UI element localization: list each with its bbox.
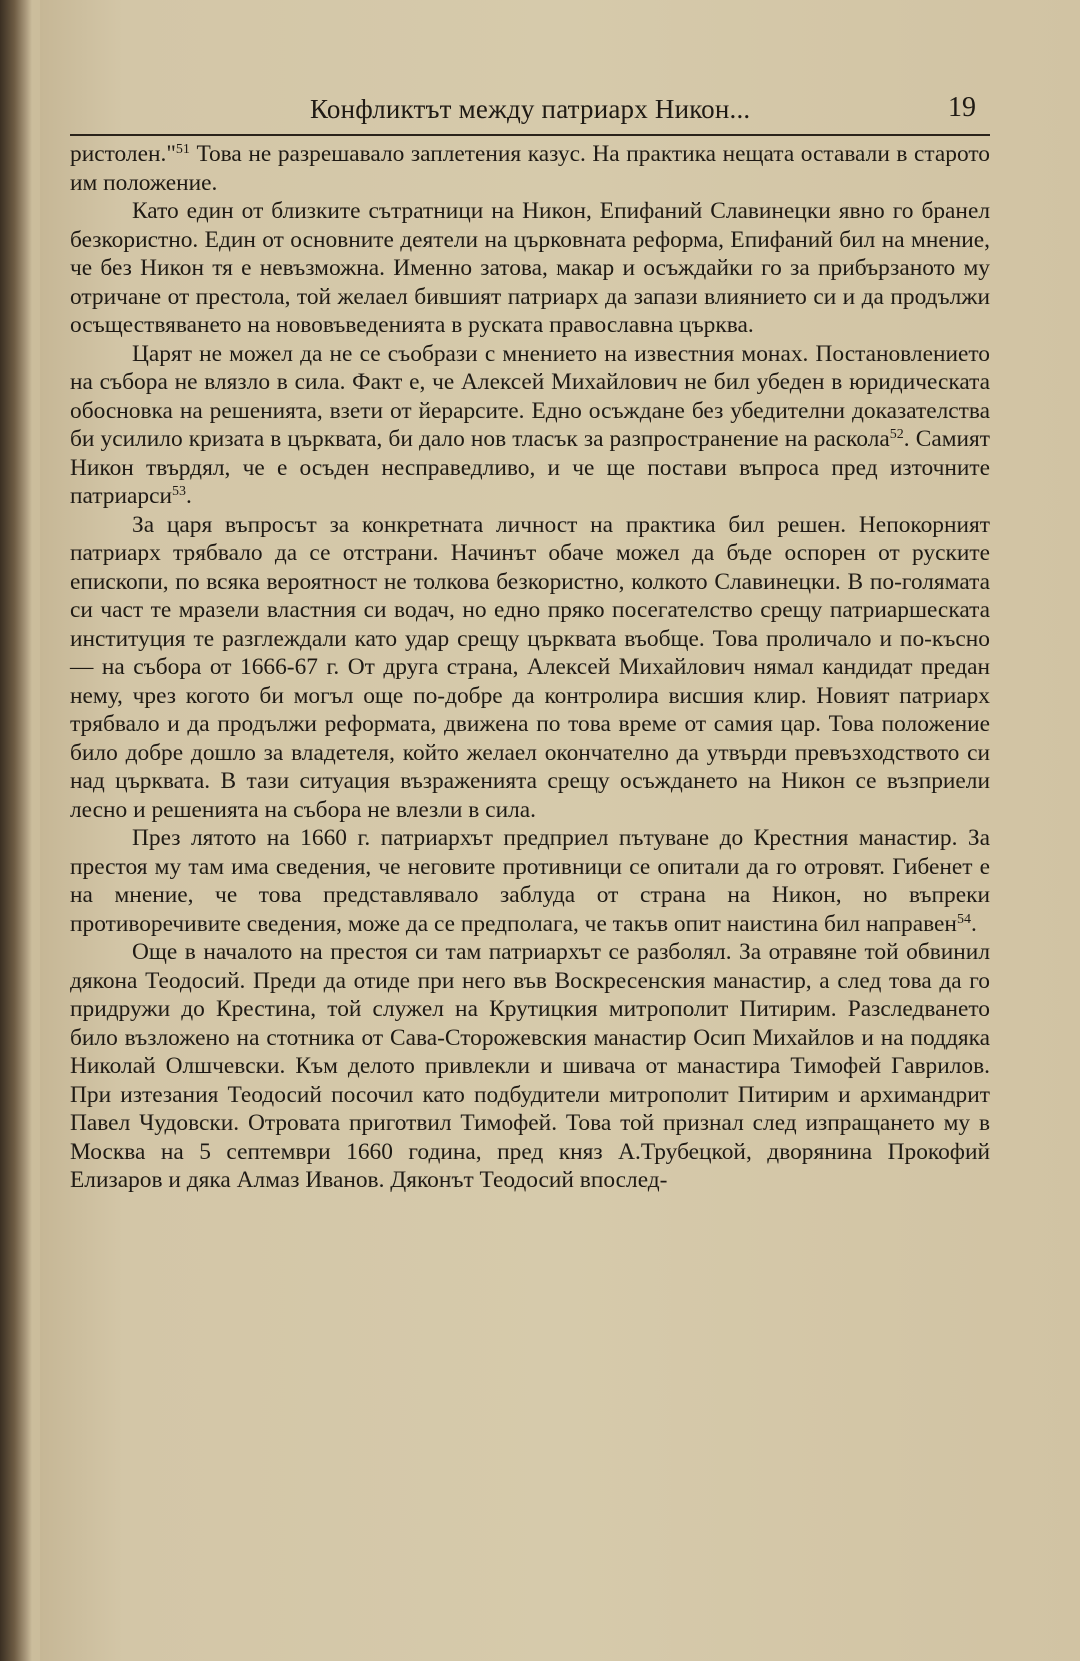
paragraph xyxy=(70,938,990,1195)
text-run: . Самият Никон твърдял, че е осъден несправедливо, и че ще постави въпроса пред източните патриарси xyxy=(70,426,990,509)
page-number: 19 xyxy=(948,92,976,123)
paragraph xyxy=(70,824,990,938)
paragraph xyxy=(70,511,990,825)
paragraph xyxy=(70,197,990,340)
text-run: За царя въпросът за конкретната личност на практика бил решен. Непокорният патриарх трябвало да се отстрани. Начинът обаче можел да бъде оспорен от руските епископи, по всяка вероятност не толкова безкористно, колкото Славинецки. В по-голямата си част те мразели властния си водач, но едно пряко посегателство срещу патриаршеската институция те разглеждали като удар срещу църквата въобще. Това проличало и по-късно — на събора от 1666-67 г. От друга страна, Алексей Михайлович нямал кандидат предан нему, чрез когото би могъл още по-добре да контролира висшия клир. Новият патриарх трябвало и да продължи реформата, движена по това време от самия цар. Това положение било добре дошло за владетеля, който желаел окончателно да утвърди превъзходството си над църквата. В тази ситуация възраженията срещу осъждането на Никон се възприели лесно и решенията на събора не влезли в сила. xyxy=(70,511,990,823)
text-run: Това не разрешавало заплетения казус. На практика нещата оставали в старото им положение. xyxy=(70,141,990,196)
footnote-ref: 52 xyxy=(889,427,904,442)
book-spine-shadow xyxy=(0,0,32,1661)
footnote-ref: 51 xyxy=(175,142,190,157)
paragraph xyxy=(70,340,990,511)
footnote-ref: 54 xyxy=(956,911,971,927)
text-run: ристолен." xyxy=(70,141,176,167)
running-title: Конфликтът между патриарх Никон... xyxy=(310,94,751,124)
text-run: През лятото на 1660 г. патриархът предприел пътуване до Крестния манастир. За престоя му там има сведения, че неговите противници се опитали да го отровят. Гибенет е на мнение, че това представлявало заблуда от страна на Никон, но въпреки противоречивите сведения, може да се предполага, че такъв опит наистина бил направен xyxy=(70,825,990,937)
page-header xyxy=(70,90,990,136)
text-run: . xyxy=(186,483,192,509)
text-run: . xyxy=(970,910,977,937)
text-run: Още в началото на престоя си там патриархът се разболял. За отравяне той обвинил дякона Теодосий. Преди да отиде при него във Воскресенския манастир, а след това да го придружи до Крестина, той служел на Крутицкия митрополит Питирим. Разследването било възложено на стотника от Сава-Сторожевския манастир Осип Михайлов и на поддяка Николай Олшчевски. Към делото привлекли и шивача от манастира Тимофей Гаврилов. При изтезания Теодосий посочил като подбудители митрополит Питирим и архимандрит Павел Чудовски. Отровата приготвил Тимофей. Това той признал след изпращането му в Москва на 5 септември 1660 година, пред княз А.Трубецкой, дворянина Прокофий Елизаров и дяка Алмаз Иванов. Дяконът Теодосий впослед- xyxy=(70,939,990,1193)
text-run: Царят не можел да не се съобрази с мнението на известния монах. Постановлението на събора не влязло в сила. Факт е, че Алексей Михайлович не бил убеден в юридическата обосновка на решенията, взети от йерарсите. Едно осъждане без убедителни доказателства би усилило кризата в църквата, би дало нов тласък за разпространение на раскола xyxy=(70,340,990,452)
text-run: Като един от близките сътратници на Никон, Епифаний Славинецки явно го бранел безкористно. Един от основните деятели на църковната реформа, Епифаний бил на мнение, че без Никон тя е невъзможна. Именно затова, макар и осъждайки го за прибързаното му отричане от престола, той желаел бившият патриарх да запази влиянието си и да продължи осъществяването на нововъведенията в руската православна църква. xyxy=(70,198,990,338)
footnote-ref: 53 xyxy=(172,484,186,499)
body-text xyxy=(70,140,990,1195)
paragraph xyxy=(70,140,990,197)
